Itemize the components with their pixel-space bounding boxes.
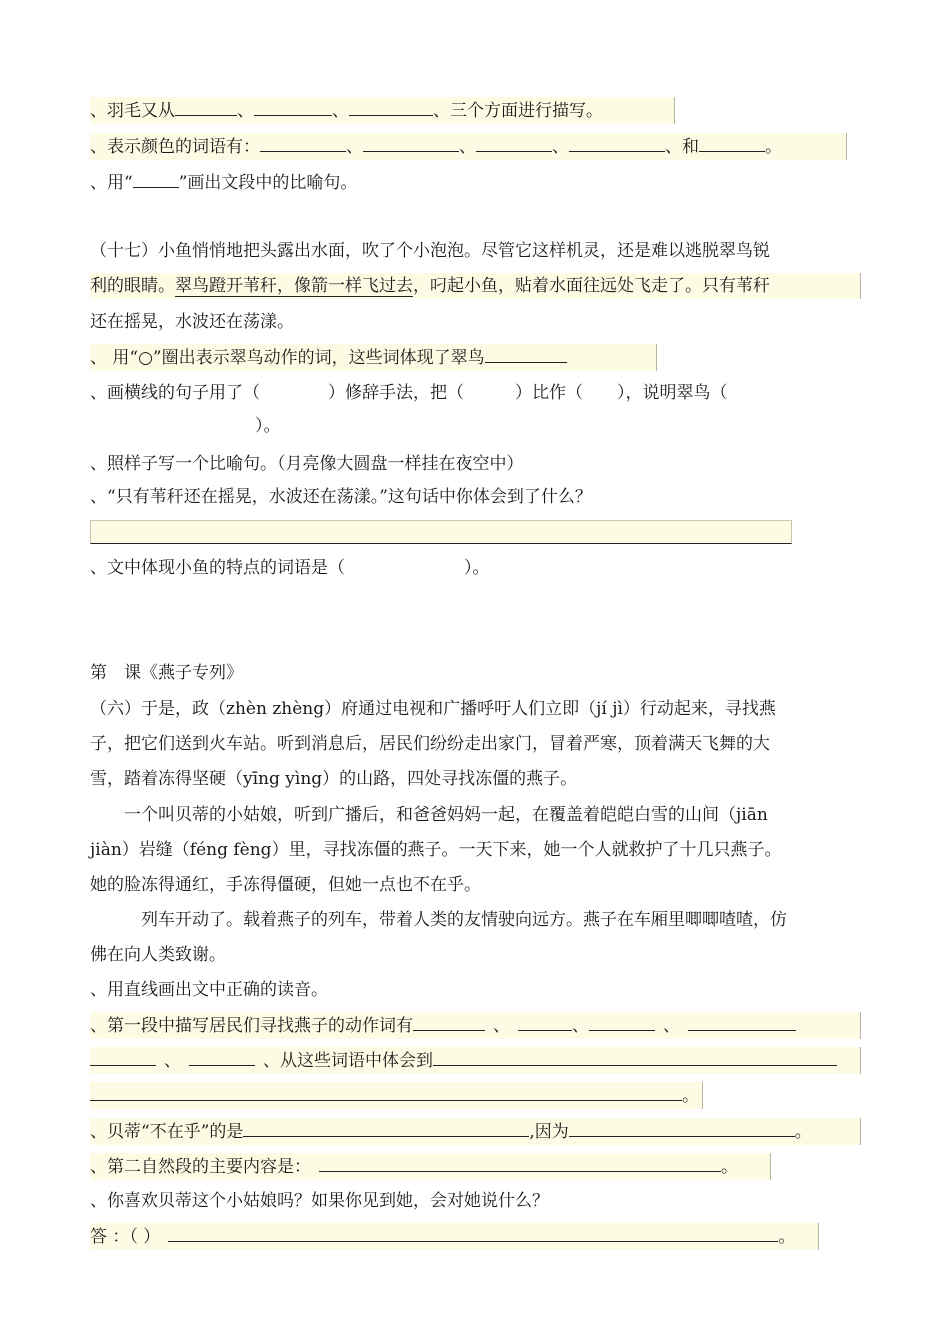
separator: 、 — [459, 137, 476, 157]
answer-blank[interactable] — [688, 1012, 796, 1031]
passage-line: 佛在向人类致谢。 — [90, 945, 226, 965]
separator: 、和 — [665, 137, 699, 157]
answer-blank[interactable] — [319, 1153, 721, 1172]
answer-blank[interactable] — [569, 1118, 795, 1137]
passage-text: 利的眼睛。 — [90, 276, 175, 296]
underlined-sentence: 翠鸟蹬开苇秆，像箭一样飞过去 — [175, 276, 413, 296]
question-fish-words: 、文中体现小鱼的特点的词语是（ ）。 — [90, 558, 490, 578]
passage-text: ，叼起小鱼，贴着水面往远处飞走了。只有苇秆 — [413, 276, 770, 296]
passage-line: 还在摇晃，水波还在荡漾。 — [90, 312, 294, 332]
question-text: 、表示颜色的词语有： — [90, 137, 260, 157]
passage-line: （六）于是，政（zhèn zhèng）府通过电视和广播呼吁人们立即（jí jì）行动起来，寻找燕 — [90, 699, 776, 719]
answer-blank[interactable] — [349, 97, 433, 116]
separator: 、 — [493, 1016, 510, 1036]
answer-blank[interactable] — [260, 133, 346, 152]
question-feeling: 、“只有苇秆还在摇晃，水波还在荡漾。”这句话中你体会到了什么？ — [90, 487, 592, 507]
answer-blank[interactable] — [518, 1012, 572, 1031]
passage-line: jiàn）岩缝（féng fèng）里，寻找冻僵的燕子。一天下来，她一个人就救护了十几只燕子。 — [90, 840, 782, 860]
answer-blank[interactable] — [476, 133, 552, 152]
passage-line: 列车开动了。载着燕子的列车，带着人类的友情驶向远方。燕子在车厢里唧唧喳喳，仿 — [90, 910, 787, 930]
answer-row — [90, 1223, 819, 1250]
passage-line: 子，把它们送到火车站。听到消息后，居民们纷纷走出家门，冒着严寒，顶着满天飞舞的大 — [90, 734, 770, 754]
answer-blank[interactable] — [254, 97, 332, 116]
question-write-simile: 、照样子写一个比喻句。（月亮像大圆盘一样挂在夜空中） — [90, 454, 524, 474]
question-text: 、第一段中描写居民们寻找燕子的动作词有 — [90, 1016, 413, 1036]
question-text: 、 用“○”圈出表示翠鸟动作的词，这些词体现了翠鸟 — [90, 348, 485, 368]
answer-blank[interactable] — [413, 1012, 485, 1031]
separator: 、 — [572, 1016, 589, 1036]
question-text: 。 — [778, 1227, 796, 1247]
question-text: 、第二自然段的主要内容是： — [90, 1157, 311, 1177]
answer-blank[interactable] — [569, 133, 665, 152]
question-text: 、用“ — [90, 173, 133, 193]
passage-line — [90, 273, 861, 299]
question-colors — [90, 133, 847, 160]
question-feather — [90, 97, 675, 124]
separator: 、 — [332, 101, 349, 121]
question-simile — [90, 169, 357, 196]
answer-blank[interactable] — [363, 133, 459, 152]
answer-blank[interactable] — [175, 97, 237, 116]
question-action-words-cont — [90, 1047, 861, 1074]
question-action-words-end — [90, 1082, 703, 1109]
answer-blank[interactable] — [243, 1118, 529, 1137]
question-rhetoric: 、画横线的句子用了（ ）修辞手法，把（ ）比作（ ），说明翠鸟（ — [90, 383, 728, 403]
question-text: ,因为 — [529, 1122, 569, 1142]
question-text: 、羽毛又从 — [90, 101, 175, 121]
passage-line: 一个叫贝蒂的小姑娘，听到广播后，和爸爸妈妈一起，在覆盖着皑皑白雪的山间（jiān — [90, 805, 768, 825]
answer-blank[interactable] — [189, 1047, 255, 1066]
separator: 、 — [164, 1051, 181, 1071]
question-action-words — [90, 1012, 861, 1039]
question-text: 。 — [721, 1157, 738, 1177]
answer-blank[interactable] — [90, 1047, 156, 1066]
question-pronunciation: 、用直线画出文中正确的读音。 — [90, 980, 328, 1000]
question-text: 三个方面进行描写。 — [450, 101, 603, 121]
answer-blank[interactable] — [485, 344, 567, 363]
passage-line: 雪，踏着冻得坚硬（yīng yìng）的山路，四处寻找冻僵的燕子。 — [90, 769, 578, 789]
question-text: 、贝蒂“不在乎”的是 — [90, 1122, 244, 1142]
question-opinion: 、你喜欢贝蒂这个小姑娘吗？如果你见到她，会对她说什么？ — [90, 1191, 549, 1211]
answer-blank[interactable] — [589, 1012, 655, 1031]
lesson-title: 第 课《燕子专列》 — [90, 663, 243, 683]
question-text: 、从这些词语中体会到 — [263, 1051, 433, 1071]
answer-blank[interactable] — [433, 1047, 837, 1066]
passage-line: （十七）小鱼悄悄地把头露出水面，吹了个小泡泡。尽管它这样机灵，还是难以逃脱翠鸟锐 — [90, 241, 770, 261]
answer-blank[interactable] — [133, 169, 179, 188]
question-rhetoric-end: ）。 — [255, 416, 281, 436]
question-text: ”画出文段中的比喻句。 — [178, 173, 358, 193]
answer-blank[interactable] — [168, 1223, 778, 1242]
answer-blank[interactable] — [699, 133, 765, 152]
separator: 、 — [552, 137, 569, 157]
separator: 、 — [237, 101, 254, 121]
question-kingfisher-actions — [90, 344, 657, 371]
separator: 、 — [663, 1016, 680, 1036]
question-text: 。 — [682, 1086, 699, 1106]
question-main-idea — [90, 1153, 771, 1180]
separator: 、 — [433, 101, 450, 121]
answer-line[interactable] — [90, 520, 792, 544]
separator: 、 — [346, 137, 363, 157]
question-text: 。 — [765, 137, 782, 157]
passage-line: 她的脸冻得通红，手冻得僵硬，但她一点也不在乎。 — [90, 875, 481, 895]
answer-label: 答 ：（ ） — [90, 1227, 161, 1247]
answer-blank[interactable] — [90, 1082, 682, 1101]
question-betty — [90, 1118, 861, 1145]
question-text: 。 — [794, 1122, 812, 1142]
